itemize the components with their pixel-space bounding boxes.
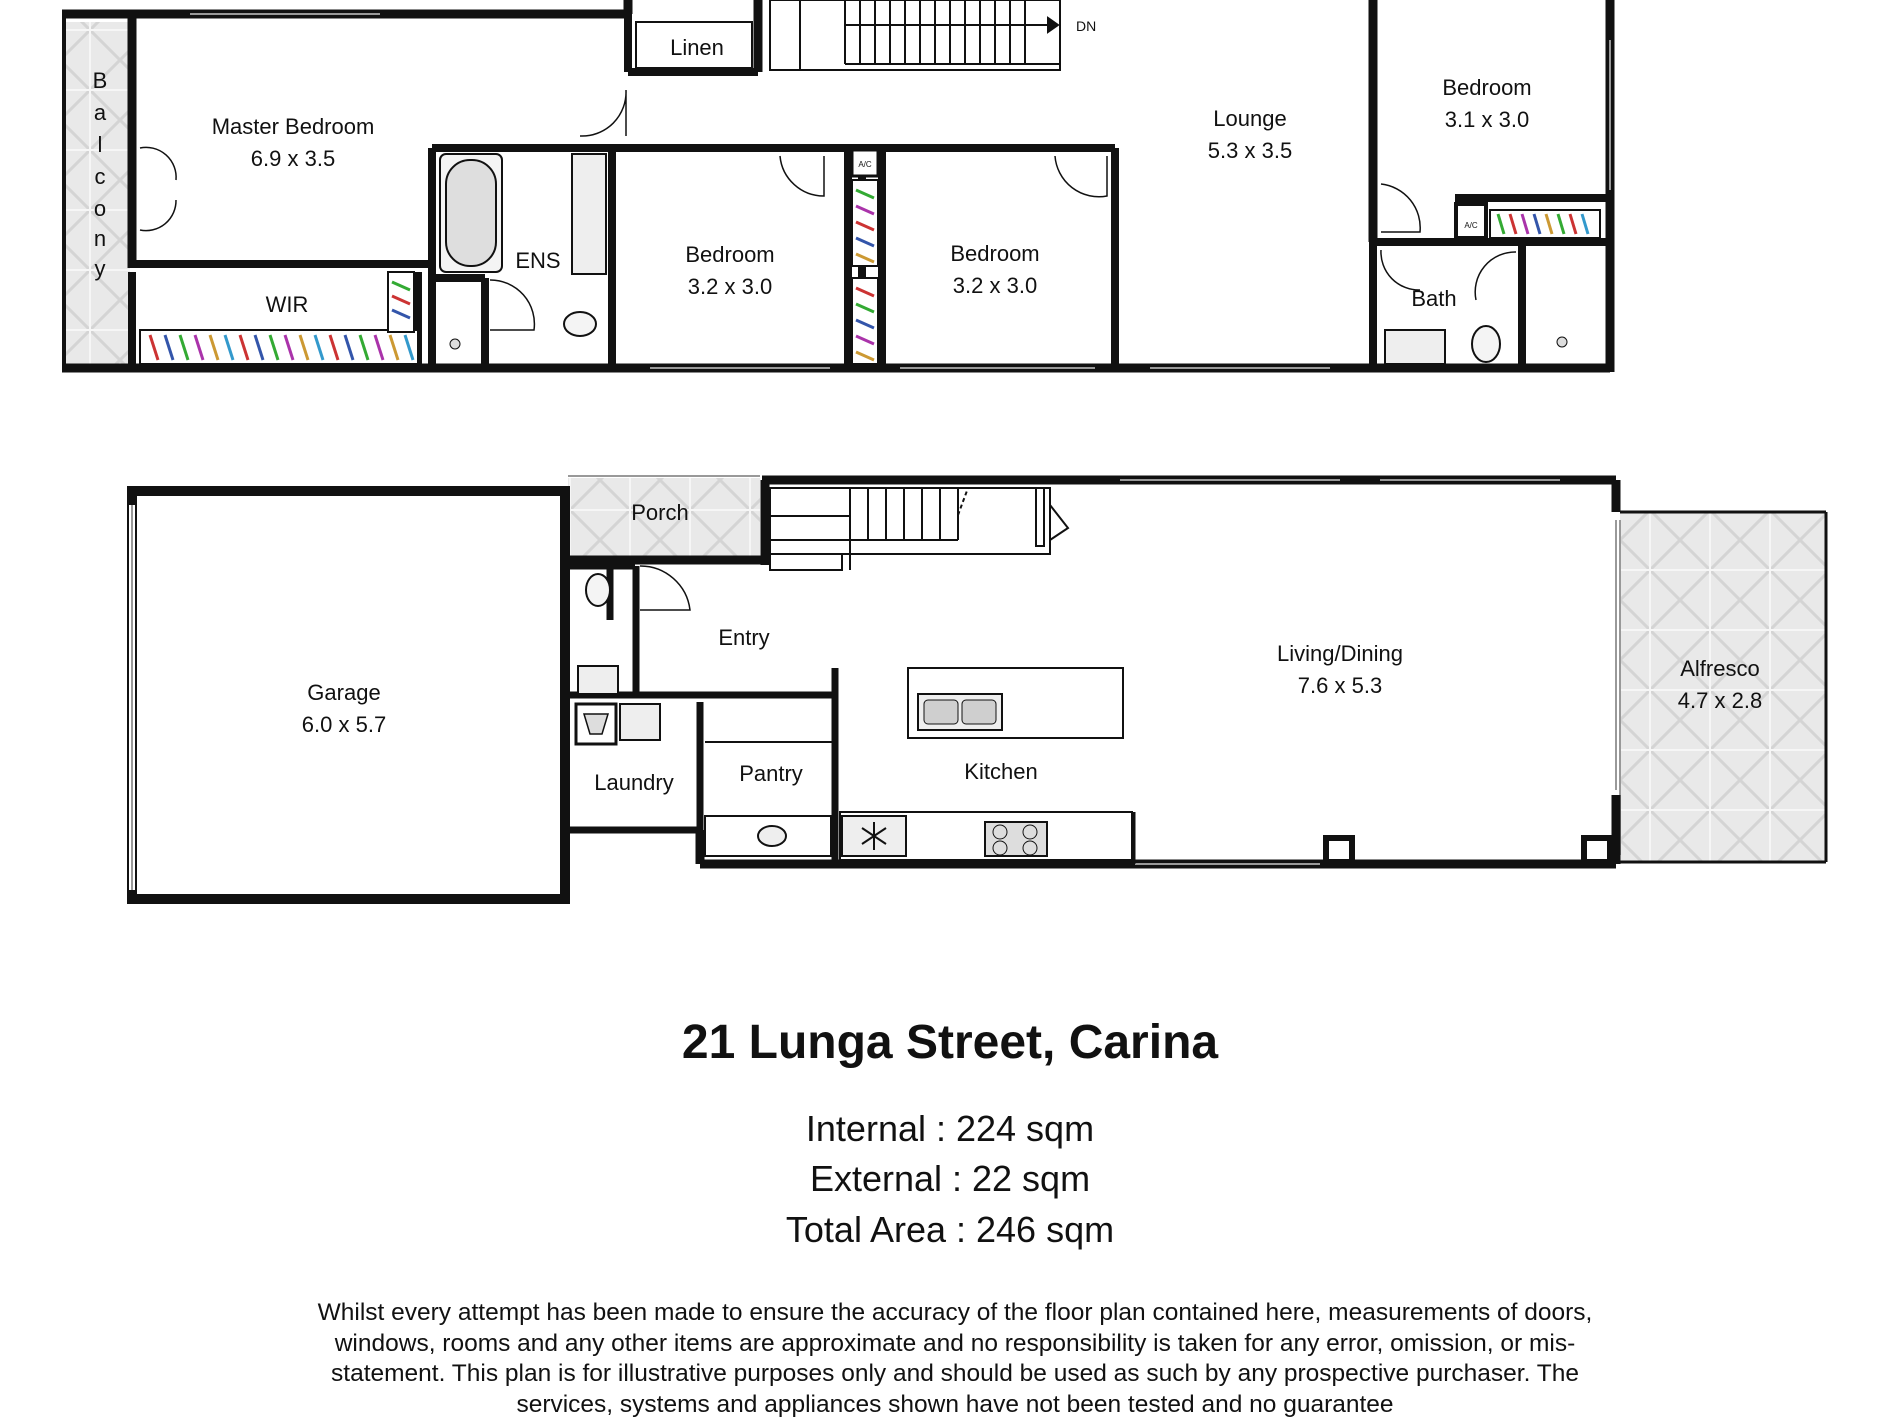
room-name-bedroom-4: Bedroom [1442, 75, 1532, 100]
disclaimer-text: Whilst every attempt has been made to ensure the accuracy of the floor plan contained here, measurements of doors, windows, rooms and any other items are approximate and no responsibility is taken for any error, omission, or mis-statement. This plan is for illustrative purposes only and should be used as such by any prospective purchaser. The services, systems and appliances shown have not been tested and no guarantee [317, 1299, 1593, 1418]
balcony-letter: y [94, 256, 106, 281]
stair-up [770, 488, 1068, 570]
room-name-laundry: Laundry [594, 770, 674, 795]
room-size-lounge: 5.3 x 3.5 [1207, 138, 1293, 163]
laundry-sink [620, 704, 660, 740]
ac-marker-upper-1: A/C [858, 160, 872, 169]
pantry-sink [758, 826, 786, 846]
upper-floor [62, 0, 1610, 372]
room-name-ens: ENS [515, 248, 561, 273]
ac-marker-upper-2: A/C [1464, 221, 1478, 230]
vanity-ens [572, 154, 606, 274]
room-name-alfresco: Alfresco [1680, 656, 1760, 681]
external-area: External : 22 sqm [809, 1158, 1091, 1199]
property-address: 21 Lunga Street, Carina [681, 1016, 1219, 1069]
room-size-bedroom-3: 3.2 x 3.0 [952, 273, 1038, 298]
toilet-ens [564, 312, 596, 336]
room-size-garage: 6.0 x 5.7 [301, 712, 387, 737]
room-name-linen: Linen [670, 35, 724, 60]
room-name-garage: Garage [307, 680, 381, 705]
basin-ground [578, 666, 618, 694]
room-size-alfresco: 4.7 x 2.8 [1677, 688, 1763, 713]
room-name-entry: Entry [718, 625, 770, 650]
room-size-living-dining: 7.6 x 5.3 [1297, 673, 1383, 698]
cooktop [985, 822, 1047, 856]
balcony-letter: c [94, 164, 106, 189]
vanity-bath [1385, 330, 1445, 364]
room-name-bedroom-3: Bedroom [950, 241, 1040, 266]
room-name-lounge: Lounge [1213, 106, 1287, 131]
room-name-bath: Bath [1411, 286, 1457, 311]
wardrobe-bedroom-2 [852, 180, 878, 266]
stair-down [770, 0, 1060, 70]
ground-floor [132, 476, 1826, 899]
stair-down-marker: DN [1076, 18, 1097, 34]
room-name-kitchen: Kitchen [964, 759, 1038, 784]
balcony-letter: n [93, 226, 107, 251]
wardrobe-wir [140, 272, 418, 364]
wardrobe-bedroom-4 [1490, 210, 1600, 238]
room-name-wir: WIR [265, 292, 309, 317]
room-name-porch: Porch [631, 500, 689, 525]
room-size-bedroom-4: 3.1 x 3.0 [1444, 107, 1530, 132]
wardrobe-bedroom-3 [852, 278, 878, 364]
toilet-bath [1472, 326, 1500, 362]
total-area: Total Area : 246 sqm [785, 1209, 1115, 1250]
balcony-letter: B [92, 68, 108, 93]
bathtub [440, 154, 502, 272]
toilet-ground [586, 574, 610, 606]
room-name-bedroom-2: Bedroom [685, 242, 775, 267]
room-name-master-bedroom: Master Bedroom [211, 114, 375, 139]
balcony-letter: l [97, 132, 103, 157]
room-name-living-dining: Living/Dining [1277, 641, 1403, 666]
balcony-letter: o [93, 196, 107, 221]
room-name-pantry: Pantry [739, 761, 803, 786]
room-size-bedroom-2: 3.2 x 3.0 [687, 274, 773, 299]
room-size-master-bedroom: 6.9 x 3.5 [250, 146, 336, 171]
balcony-letter: a [93, 100, 107, 125]
internal-area: Internal : 224 sqm [805, 1108, 1095, 1149]
alfresco-area [1620, 512, 1826, 862]
